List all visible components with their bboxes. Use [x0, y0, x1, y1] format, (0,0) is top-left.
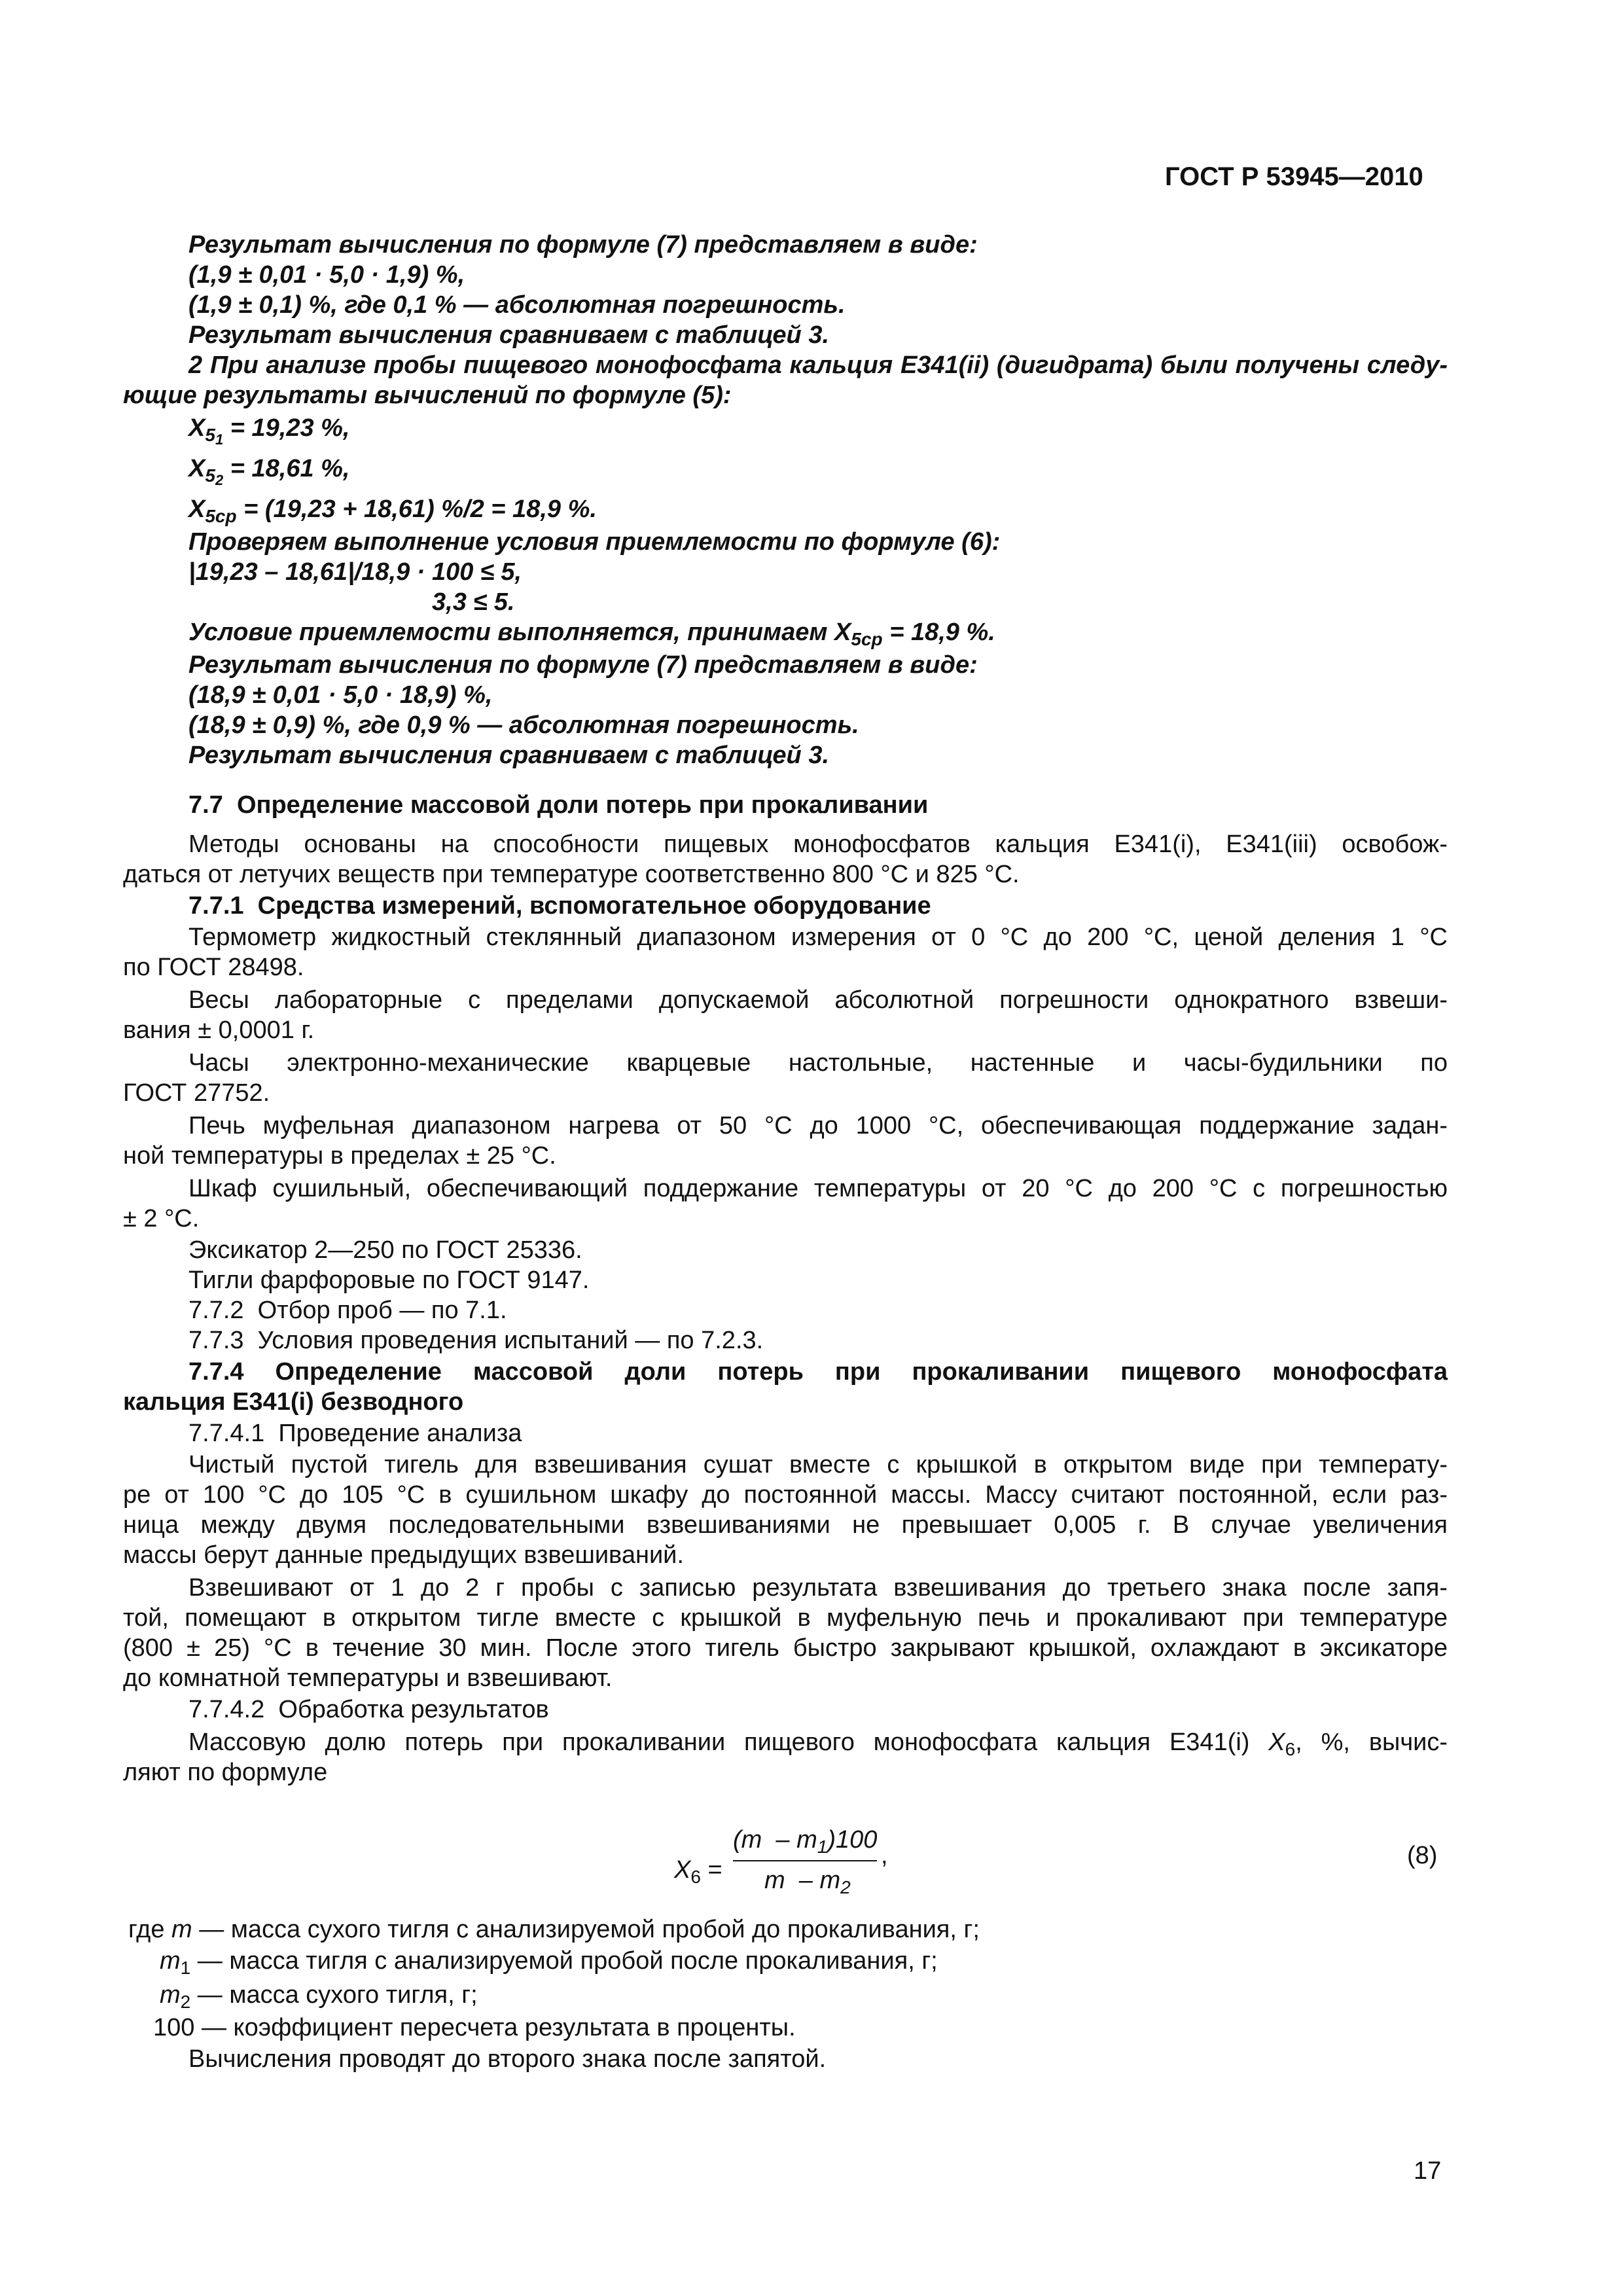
example-line: |19,23 – 18,61|/18,9 · 100 ≤ 5, [188, 558, 522, 586]
paragraph-line: даться от летучих веществ при температуре соответственно 800 °С и 825 °С. [123, 861, 1020, 888]
paragraph-line: ница между двумя последовательными взвешиваниями не превышает 0,005 г. В случае увеличения [123, 1511, 1448, 1539]
formula-numerator: $(m - m_1)100$ [733, 1826, 878, 1857]
standard-number: ГОСТ Р 53945—2010 [1165, 162, 1423, 191]
paragraph-line: Взвешивают от 1 до 2 г пробы с записью результата взвешивания до третьего знака после запя- [188, 1574, 1448, 1602]
paragraph-line: Эксикатор 2—250 по ГОСТ 25336. [188, 1236, 582, 1264]
example-line: (18,9 ± 0,01 · 5,0 · 18,9) %, [188, 681, 493, 709]
example-line: (18,9 ± 0,9) %, где 0,9 % — абсолютная погрешность. [188, 711, 859, 739]
paragraph-line: вания ± 0,0001 г. [123, 1016, 315, 1044]
paragraph-line: Термометр жидкостный стеклянный диапазоном измерения от 0 °С до 200 °С, ценой деления 1 °С [188, 924, 1448, 951]
example-line: Результат вычисления по формуле (7) представляем в виде: [188, 651, 978, 679]
paragraph-line: 7.7.4.2 Обработка результатов [188, 1696, 549, 1723]
formula-lhs: $X_6$ = [674, 1856, 722, 1887]
formula-x51: $X_{5_1} = 19,23$ %, [188, 414, 350, 448]
paragraph-line: Тигли фарфоровые по ГОСТ 9147. [188, 1266, 590, 1294]
paragraph-line: по ГОСТ 28498. [123, 954, 304, 981]
legend-line: Вычисления проводят до второго знака после запятой. [188, 2045, 827, 2073]
example-line: 3,3 ≤ 5. [432, 588, 515, 616]
paragraph-line: той, помещают в открытом тигле вместе с крышкой в муфельную печь и прокаливают при температуре [123, 1604, 1448, 1632]
paragraph-line: Методы основаны на способности пищевых монофосфатов кальция Е341(i), Е341(iii) освобож- [188, 831, 1448, 858]
legend-line: 100 — коэффициент пересчета результата в проценты. [153, 2014, 796, 2041]
example-line: (1,9 ± 0,1) %, где 0,1 % — абсолютная погрешность. [188, 291, 846, 319]
paragraph-line: 7.7.4.1 Проведение анализа [188, 1420, 522, 1447]
paragraph-line: Шкаф сушильный, обеспечивающий поддержание температуры от 20 °С до 200 °С с погрешностью [188, 1175, 1448, 1202]
subsection-heading: 7.7.1 Средства измерений, вспомогательное оборудование [188, 892, 931, 920]
paragraph-line: (800 ± 25) °С в течение 30 мин. После этого тигель быстро закрывают крышкой, охлаждают в эксикаторе [123, 1634, 1448, 1662]
formula-x52: $X_{5_2} = 18,61$ %, [188, 455, 350, 488]
equation-number: (8) [1407, 1842, 1438, 1869]
example-line: (1,9 ± 0,01 · 5,0 · 1,9) %, [188, 261, 465, 289]
paragraph-line: 7.7.3 Условия проведения испытаний — по 7.2.3. [188, 1327, 764, 1354]
section-heading: 7.7 Определение массовой доли потерь при прокаливании [188, 791, 929, 819]
paragraph-line: массы берут данные предыдущих взвешиваний. [123, 1541, 684, 1569]
example-line: ющие результаты вычислений по формуле (5): [123, 382, 732, 409]
example-line: Условие приемлемости выполняется, принимаем $X_{5ср} = 18,9$ %. [188, 619, 995, 649]
paragraph-line: ± 2 °С. [123, 1205, 200, 1232]
paragraph-line: ГОСТ 27752. [123, 1079, 270, 1107]
example-line: Результат вычисления по формуле (7) представляем в виде: [188, 231, 978, 259]
paragraph-line: Печь муфельная диапазоном нагрева от 50 °С до 1000 °С, обеспечивающая поддержание задан- [188, 1112, 1448, 1139]
page-number: 17 [1414, 2157, 1442, 2185]
paragraph-line: ре от 100 °С до 105 °С в сушильном шкафу до постоянной массы. Массу считают постоянной, если раз- [123, 1481, 1448, 1509]
fraction-bar [733, 1860, 877, 1861]
formula-comma: , [881, 1842, 888, 1869]
paragraph-line: Весы лабораторные с пределами допускаемой абсолютной погрешности однократного взвеши- [188, 986, 1448, 1014]
paragraph-line: Массовую долю потерь при прокаливании пищевого монофосфата кальция Е341(i) $X_6$, %, вычис- [188, 1729, 1448, 1759]
paragraph-line: ляют по формуле [123, 1759, 328, 1786]
formula-x5cp: $X_{5ср} = (19,23 + 18,61) \%/2 = 18,9$ %. [188, 495, 597, 526]
subsection-heading: 7.7.4 Определение массовой доли потерь при прокаливании пищевого монофосфата [188, 1358, 1448, 1386]
legend-line: $m_1$ — масса тигля с анализируемой пробой после прокаливания, г; [160, 1947, 938, 1978]
formula-denominator: m – $m_2$ [764, 1867, 851, 1897]
subsection-heading: кальция Е341(i) безводного [123, 1388, 464, 1416]
example-line: Результат вычисления сравниваем с таблицей 3. [188, 321, 830, 349]
paragraph-line: 7.7.2 Отбор проб — по 7.1. [188, 1297, 507, 1324]
example-line: 2 При анализе пробы пищевого монофосфата кальция Е341(ii) (дигидрата) были получены следу- [188, 351, 1448, 379]
paragraph-line: до комнатной температуры и взвешивают. [123, 1664, 613, 1692]
paragraph-line: Чистый пустой тигель для взвешивания сушат вместе с крышкой в открытом виде при температу- [188, 1451, 1448, 1479]
example-line: Проверяем выполнение условия приемлемости по формуле (6): [188, 528, 1001, 556]
legend-line: $m_2$ — масса сухого тигля, г; [160, 1981, 478, 2012]
paragraph-line: ной температуры в пределах ± 25 °С. [123, 1142, 556, 1170]
example-line: Результат вычисления сравниваем с таблицей 3. [188, 742, 830, 769]
legend-line: где m — масса сухого тигля с анализируемой пробой до прокаливания, г; [128, 1916, 980, 1943]
paragraph-line: Часы электронно-механические кварцевые настольные, настенные и часы-будильники по [188, 1049, 1448, 1077]
